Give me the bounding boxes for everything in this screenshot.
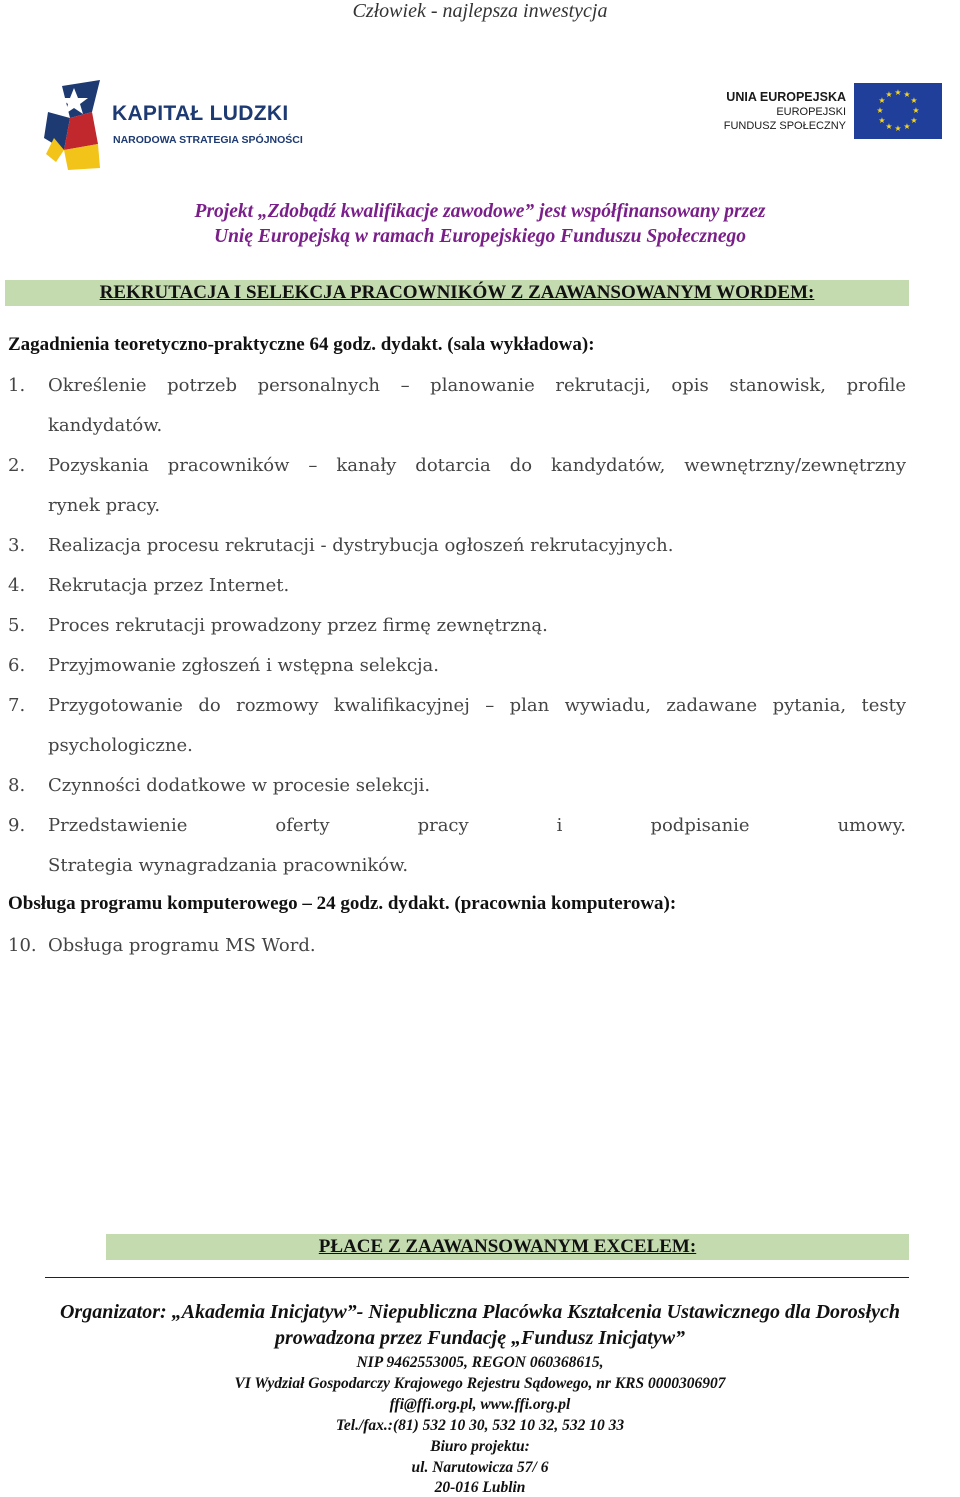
footer-office-label: Biuro projektu: <box>430 1438 530 1455</box>
header-tagline: Człowiek - najlepsza inwestycja <box>352 0 608 22</box>
list-item: Obsługa programu MS Word. <box>48 935 316 956</box>
svg-text:★: ★ <box>912 106 920 115</box>
list-item-continuation: psychologiczne. <box>48 735 193 756</box>
eu-flag-icon <box>854 83 942 139</box>
svg-text:★: ★ <box>878 116 886 125</box>
footer-street: ul. Narutowicza 57/ 6 <box>411 1459 549 1476</box>
footer-organizer: Organizator: „Akademia Inicjatyw”- Niepubliczna Placówka Kształcenia Ustawicznego dla Dorosłych <box>59 1301 901 1323</box>
project-line-1: Projekt „Zdobądź kwalifikacje zawodowe” jest współfinansowany przez <box>194 201 766 222</box>
logo-subtitle: NARODOWA STRATEGIA SPÓJNOŚCI <box>113 134 303 146</box>
footer-city: 20-016 Lublin <box>434 1479 526 1496</box>
item-number: 2. <box>8 455 26 476</box>
footer-email-web: ffi@ffi.org.pl, www.ffi.org.pl <box>389 1396 571 1413</box>
item-number: 10. <box>8 935 37 956</box>
svg-text:★: ★ <box>910 116 918 125</box>
footer-foundation: prowadzona przez Fundację „Fundusz Inicjatyw” <box>274 1327 686 1349</box>
svg-text:★: ★ <box>885 122 893 131</box>
item-number: 6. <box>8 655 26 676</box>
list-item-continuation: rynek pracy. <box>48 495 161 516</box>
item-number: 4. <box>8 575 26 596</box>
item-number: 8. <box>8 775 26 796</box>
list-item: Określenie potrzeb personalnych – planowanie rekrutacji, opis stanowisk, profile <box>48 375 906 396</box>
item-number: 3. <box>8 535 26 556</box>
footer-nip-regon: NIP 9462553005, REGON 060368615, <box>356 1354 604 1371</box>
svg-text:★: ★ <box>903 90 911 99</box>
svg-text:★: ★ <box>894 88 902 97</box>
item-number: 1. <box>8 375 26 396</box>
list-item: Czynności dodatkowe w procesie selekcji. <box>48 775 431 796</box>
list-item-continuation: Strategia wynagradzania pracowników. <box>48 855 409 876</box>
list-item: Przyjmowanie zgłoszeń i wstępna selekcja. <box>48 655 439 676</box>
list-item: Przygotowanie do rozmowy kwalifikacyjnej – plan wywiadu, zadawane pytania, testy <box>48 695 906 716</box>
logo-title: KAPITAŁ LUDZKI <box>112 102 289 125</box>
section-title-theory: Zagadnienia teoretyczno-praktyczne 64 godz. dydakt. (sala wykładowa): <box>8 334 595 355</box>
item-number: 7. <box>8 695 26 716</box>
svg-text:★: ★ <box>885 90 893 99</box>
footer-phone: Tel./fax.:(81) 532 10 30, 532 10 32, 532 10 33 <box>335 1417 625 1434</box>
footer-divider <box>45 1277 909 1278</box>
item-number: 9. <box>8 815 26 836</box>
svg-text:★: ★ <box>876 106 884 115</box>
course-heading-excel: PŁACE Z ZAAWANSOWANYM EXCELEM: <box>106 1234 909 1260</box>
svg-text:★: ★ <box>894 124 902 133</box>
footer-krs: VI Wydział Gospodarczy Krajowego Rejestru Sądowego, nr KRS 0000306907 <box>234 1375 726 1392</box>
eu-logo-line3: FUNDUSZ SPOŁECZNY <box>723 120 846 132</box>
svg-text:★: ★ <box>910 96 918 105</box>
list-item: Proces rekrutacji prowadzony przez firmę zewnętrzną. <box>48 615 548 636</box>
item-number: 5. <box>8 615 26 636</box>
eu-logo-line1: UNIA EUROPEJSKA <box>726 90 846 104</box>
list-item-continuation: kandydatów. <box>48 415 163 436</box>
list-item: Rekrutacja przez Internet. <box>48 575 290 596</box>
list-item: Realizacja procesu rekrutacji - dystrybucja ogłoszeń rekrutacyjnych. <box>48 535 674 556</box>
list-item: Przedstawienie oferty pracy i podpisanie umowy. <box>48 815 906 836</box>
list-item: Pozyskania pracowników – kanały dotarcia do kandydatów, wewnętrzny/zewnętrzny <box>48 455 906 476</box>
svg-text:★: ★ <box>903 122 911 131</box>
eu-logo-line2: EUROPEJSKI <box>776 106 846 118</box>
course-heading: REKRUTACJA I SELEKCJA PRACOWNIKÓW Z ZAAWANSOWANYM WORDEM: <box>5 280 909 306</box>
svg-text:★: ★ <box>878 96 886 105</box>
section-title-computer: Obsługa programu komputerowego – 24 godz. dydakt. (pracownia komputerowa): <box>8 893 677 914</box>
project-line-2: Unię Europejską w ramach Europejskiego Funduszu Społecznego <box>213 226 746 247</box>
